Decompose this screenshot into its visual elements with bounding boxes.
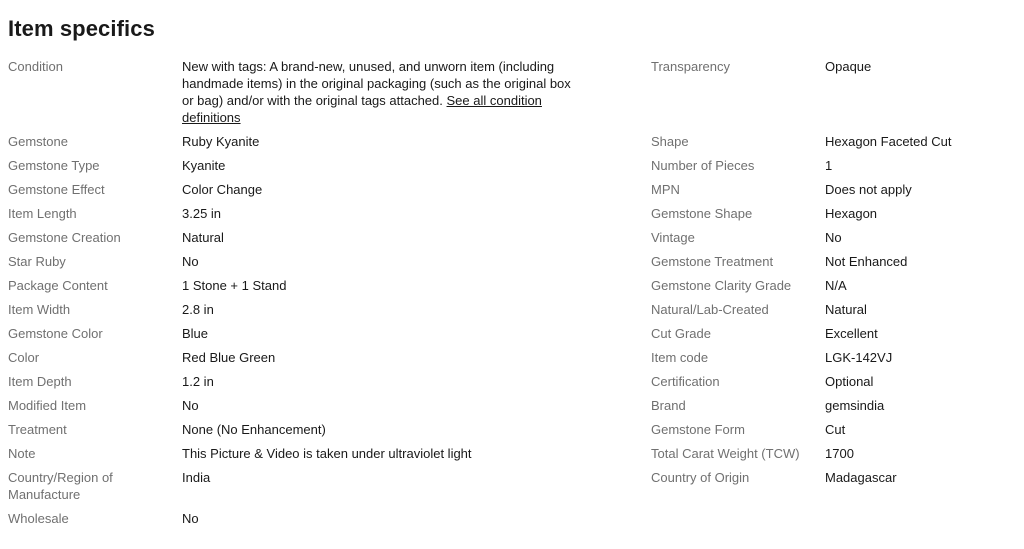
- spec-label: Shape: [651, 134, 689, 149]
- spec-label: Country/Region of Manufacture: [8, 470, 113, 502]
- spec-value: N/A: [825, 278, 847, 293]
- spec-row-transparency: [651, 58, 1021, 75]
- spec-row-color: [8, 349, 608, 366]
- spec-label: Gemstone Treatment: [651, 254, 774, 269]
- spec-label: Color: [8, 350, 40, 365]
- spec-value: Madagascar: [825, 470, 897, 485]
- spec-row-shape: [651, 133, 1021, 150]
- spec-label: Item Depth: [8, 374, 72, 389]
- spec-value: Hexagon: [825, 206, 878, 221]
- spec-value: 1700: [825, 446, 854, 461]
- spec-label: Number of Pieces: [651, 158, 755, 173]
- spec-value: None (No Enhancement): [182, 422, 326, 437]
- spec-row-vintage: [651, 229, 1021, 246]
- spec-value: Not Enhanced: [825, 254, 908, 269]
- spec-row-country-of-manufacture: [8, 469, 608, 503]
- spec-label: Gemstone: [8, 134, 68, 149]
- spec-label: Star Ruby: [8, 254, 66, 269]
- spec-value: This Picture & Video is taken under ultraviolet light: [182, 446, 472, 461]
- spec-value: LGK-142VJ: [825, 350, 893, 365]
- spec-value: No: [825, 230, 842, 245]
- spec-row-gemstone-type: [8, 157, 608, 174]
- spec-row-gemstone-creation: [8, 229, 608, 246]
- spec-label: Condition: [8, 59, 63, 74]
- spec-row-condition: [8, 58, 608, 126]
- spec-row-treatment: [8, 421, 608, 438]
- spec-row-natural-lab-created: [651, 301, 1021, 318]
- spec-label: Note: [8, 446, 36, 461]
- specifics-left-column: [8, 58, 608, 534]
- spec-row-item-width: [8, 301, 608, 318]
- spec-row-total-carat-weight: [651, 445, 1021, 462]
- spec-value: Optional: [825, 374, 874, 389]
- spec-row-number-of-pieces: [651, 157, 1021, 174]
- spec-value: India: [182, 470, 211, 485]
- spec-value: 2.8 in: [182, 302, 214, 317]
- spec-row-gemstone-form: [651, 421, 1021, 438]
- spec-label: Item Width: [8, 302, 71, 317]
- spec-label: Total Carat Weight (TCW): [651, 446, 800, 461]
- spec-value: Does not apply: [825, 182, 912, 197]
- spec-value: No: [182, 254, 199, 269]
- spec-row-star-ruby: [8, 253, 608, 270]
- spec-label: Transparency: [651, 59, 730, 74]
- spec-row-brand: [651, 397, 1021, 414]
- see-all-condition-definitions-link[interactable]: See all condition definitions: [182, 93, 542, 125]
- spec-label: Gemstone Effect: [8, 182, 105, 197]
- spec-row-gemstone-effect: [8, 181, 608, 198]
- spec-row-item-length: [8, 205, 608, 222]
- spec-row-certification: [651, 373, 1021, 390]
- spec-value: 1.2 in: [182, 374, 214, 389]
- spec-label: Gemstone Creation: [8, 230, 121, 245]
- spec-value: No: [182, 511, 199, 526]
- spec-row-cut-grade: [651, 325, 1021, 342]
- spec-row-gemstone-treatment: [651, 253, 1021, 270]
- condition-description: New with tags: A brand-new, unused, and unworn item (including handmade items) in the original packaging (such as the original box or bag) and/or with the original tags attached.: [182, 59, 571, 108]
- spec-row-country-of-origin: [651, 469, 1021, 486]
- spec-row-modified-item: [8, 397, 608, 414]
- spec-value: Excellent: [825, 326, 878, 341]
- spec-value: 1: [825, 158, 833, 173]
- spec-value: gemsindia: [825, 398, 885, 413]
- spec-label: Vintage: [651, 230, 695, 245]
- spec-label: Gemstone Shape: [651, 206, 753, 221]
- spec-value: Red Blue Green: [182, 350, 276, 365]
- spec-label: Modified Item: [8, 398, 87, 413]
- spec-row-gemstone-shape: [651, 205, 1021, 222]
- spec-row-gemstone-color: [8, 325, 608, 342]
- spec-value: Natural: [182, 230, 224, 245]
- spec-label: Gemstone Type: [8, 158, 100, 173]
- spec-label: Brand: [651, 398, 686, 413]
- section-title: Item specifics: [8, 16, 155, 41]
- spec-row-mpn: [651, 181, 1021, 198]
- spec-label: Item code: [651, 350, 709, 365]
- spec-label: Gemstone Form: [651, 422, 745, 437]
- spec-label: Natural/Lab-Created: [651, 302, 769, 317]
- spec-value: Color Change: [182, 182, 263, 197]
- spec-label: Country of Origin: [651, 470, 750, 485]
- spec-row-package-content: [8, 277, 608, 294]
- spec-row-wholesale: [8, 510, 608, 527]
- spec-value: Blue: [182, 326, 209, 341]
- spec-value: 3.25 in: [182, 206, 222, 221]
- spec-value: No: [182, 398, 199, 413]
- spec-label: Treatment: [8, 422, 67, 437]
- spec-label: Package Content: [8, 278, 108, 293]
- spec-row-gemstone-clarity-grade: [651, 277, 1021, 294]
- spec-value: Cut: [825, 422, 846, 437]
- spec-value: Opaque: [825, 59, 872, 74]
- spec-value: Natural: [825, 302, 867, 317]
- spec-value: [182, 58, 582, 126]
- spec-row-gemstone: [8, 133, 608, 150]
- spec-row-item-code: [651, 349, 1021, 366]
- spec-label: Gemstone Color: [8, 326, 103, 341]
- spec-value: Ruby Kyanite: [182, 134, 260, 149]
- spec-label: Item Length: [8, 206, 77, 221]
- spec-label: Cut Grade: [651, 326, 711, 341]
- spec-label: Wholesale: [8, 511, 69, 526]
- spec-row-note: [8, 445, 608, 462]
- spec-value: 1 Stone + 1 Stand: [182, 278, 287, 293]
- spec-label: Gemstone Clarity Grade: [651, 278, 792, 293]
- spec-value: Kyanite: [182, 158, 226, 173]
- spec-label: MPN: [651, 182, 680, 197]
- spec-label: Certification: [651, 374, 720, 389]
- specifics-right-column: [651, 58, 1021, 493]
- spec-row-item-depth: [8, 373, 608, 390]
- spec-value: Hexagon Faceted Cut: [825, 134, 952, 149]
